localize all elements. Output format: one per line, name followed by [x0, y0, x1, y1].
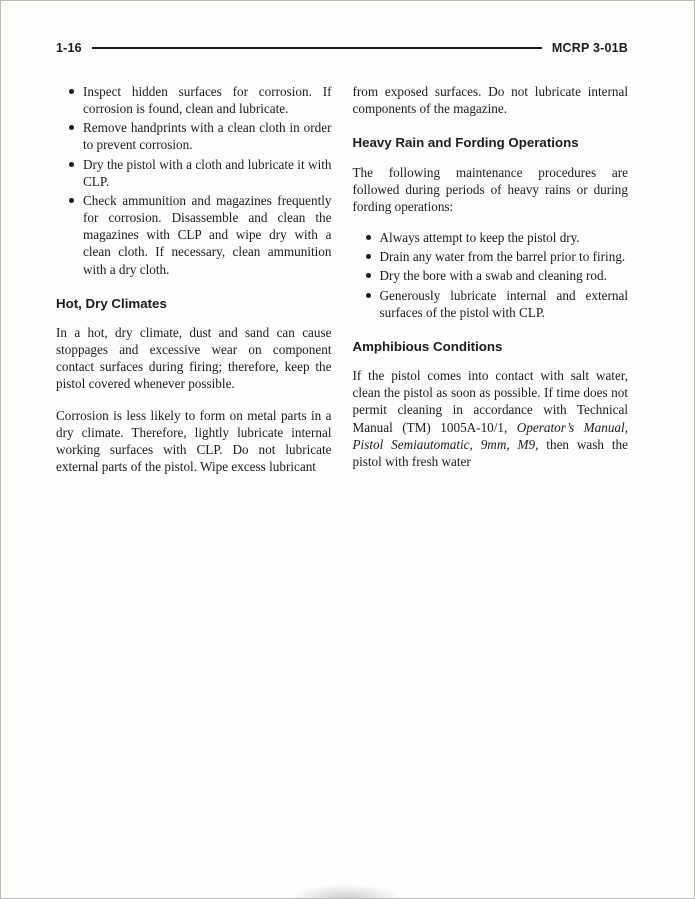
bullet-icon: [366, 254, 371, 259]
bullet-icon: [69, 125, 74, 130]
header-rule: [92, 47, 542, 49]
right-column: [353, 83, 629, 475]
paragraph-text: If the pistol comes into contact with salt water, clean the pistol as soon as possible. If time does not permit cleaning in accordance with Technical Manual (TM) 1005A-10/1,: [352, 368, 628, 435]
list-item: [353, 287, 629, 321]
bullet-text: Inspect hidden surfaces for corrosion. If corrosion is found, clean and lubricate.: [83, 84, 332, 117]
section-heading-hot-dry-climates: Hot, Dry Climates: [56, 295, 167, 311]
paragraph: The following maintenance procedures are followed during periods of heavy rains or during fording operations:: [352, 164, 628, 214]
two-column-body: [1, 55, 694, 475]
list-item: [353, 267, 629, 284]
paragraph: Corrosion is less likely to form on metal parts in a dry climate. Therefore, lightly lubricate internal working surfaces with CLP. Do not lubricate external parts of the pistol. Wipe excess lubricant: [56, 407, 332, 475]
paragraph-amphibious: [353, 367, 629, 470]
list-item: [56, 83, 332, 117]
bullet-icon: [69, 198, 74, 203]
list-item: [56, 192, 332, 278]
bullet-list: [56, 83, 332, 278]
paragraph-continuation: from exposed surfaces. Do not lubricate internal components of the magazine.: [352, 84, 628, 117]
bullet-icon: [69, 162, 74, 167]
bullet-text: Always attempt to keep the pistol dry.: [379, 230, 580, 246]
bullet-text: Dry the pistol with a cloth and lubricate it with CLP.: [83, 156, 332, 189]
page-header: [1, 1, 694, 55]
paragraph-text: , then wash the pistol with fresh water: [352, 436, 628, 469]
bullet-text: Drain any water from the barrel prior to firing.: [379, 249, 626, 265]
scan-smudge-artifact: [291, 884, 401, 898]
bullet-text: Dry the bore with a swab and cleaning rod.: [379, 268, 607, 284]
list-item: [353, 248, 629, 265]
list-item: [56, 156, 332, 190]
bullet-list: [353, 229, 629, 321]
list-item: [56, 119, 332, 153]
section-heading-amphibious: Amphibious Conditions: [352, 338, 503, 354]
bullet-icon: [366, 235, 371, 240]
bullet-icon: [366, 273, 371, 278]
italic-text: Operator’s Manual, Pistol Semiautomatic, 9mm, M9: [352, 419, 628, 452]
bullet-icon: [366, 293, 371, 298]
bullet-icon: [69, 89, 74, 94]
page-number: 1-16: [56, 41, 82, 55]
bullet-text: Check ammunition and magazines frequently for corrosion. Disassemble and clean the magazines with CLP and wipe dry with a clean cloth. If necessary, clean ammunition with a dry cloth.: [83, 192, 332, 277]
doc-id: MCRP 3-01B: [551, 41, 628, 55]
paragraph: In a hot, dry climate, dust and sand can cause stoppages and excessive wear on component contact surfaces during firing; therefore, keep the pistol covered whenever possible.: [56, 325, 332, 392]
section-heading-heavy-rain: Heavy Rain and Fording Operations: [352, 135, 579, 151]
left-column: [56, 83, 332, 475]
list-item: [353, 229, 629, 246]
bullet-text: Remove handprints with a clean cloth in order to prevent corrosion.: [83, 120, 332, 153]
bullet-text: Generously lubricate internal and external surfaces of the pistol with CLP.: [379, 287, 628, 320]
